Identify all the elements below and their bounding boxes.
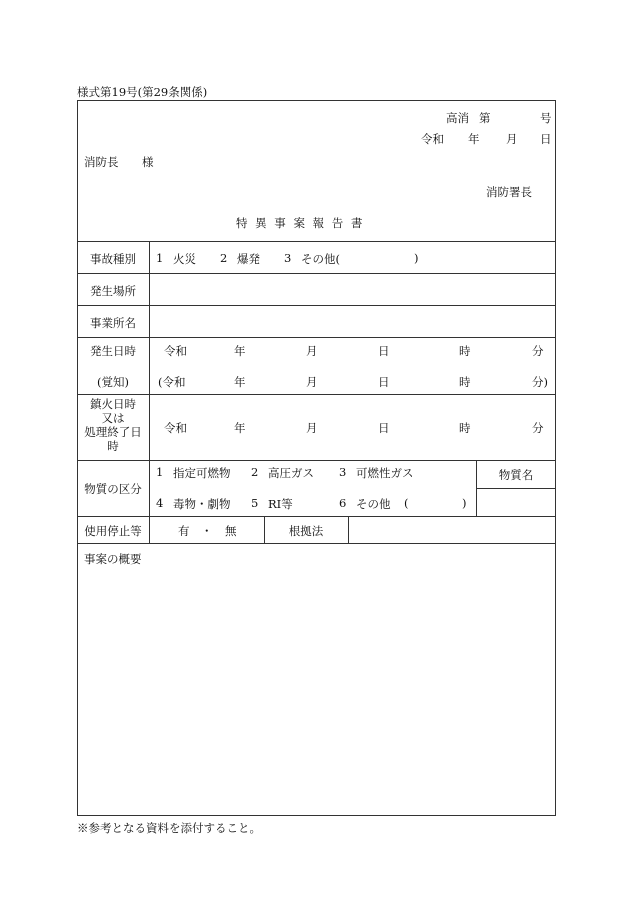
occurrence-day: 日 xyxy=(378,344,390,358)
extinguish-label-line4: 時 xyxy=(107,439,119,453)
substance-high-pressure-gas: 高圧ガス xyxy=(268,466,314,480)
substance-name-label: 物質名 xyxy=(498,468,534,482)
date-year: 年 xyxy=(468,132,480,146)
row-divider xyxy=(77,543,556,544)
accident-type-opt2-no: 2 xyxy=(220,251,228,265)
extinguish-label xyxy=(77,397,149,453)
extinguish-month: 月 xyxy=(306,421,318,435)
ref-prefix: 高消 xyxy=(446,111,469,125)
awareness-hour: 時 xyxy=(459,375,471,389)
awareness-minute: 分) xyxy=(532,375,548,389)
label-column-divider xyxy=(149,241,150,543)
extinguish-label-line1: 鎮火日時 xyxy=(90,397,136,411)
basis-law-label: 根拠法 xyxy=(288,524,324,538)
substance-other-close: ) xyxy=(462,496,467,510)
substance-ri: RI等 xyxy=(268,497,293,511)
awareness-era: (令和 xyxy=(158,375,186,389)
extinguish-minute: 分 xyxy=(532,421,544,435)
addressee-honorific: 様 xyxy=(142,155,154,169)
suspension-dot: ・ xyxy=(201,524,213,538)
substance-flammable-gas: 可燃性ガス xyxy=(356,466,414,480)
accident-type-other: その他( xyxy=(301,252,340,266)
accident-type-opt1-no: 1 xyxy=(156,251,164,265)
date-day: 日 xyxy=(540,132,552,146)
addressee: 消防長 xyxy=(84,155,119,169)
suspension-label: 使用停止等 xyxy=(84,524,142,538)
substance-o6-no: 6 xyxy=(339,496,347,510)
substance-o1-no: 1 xyxy=(156,465,164,479)
substance-o3-no: 3 xyxy=(339,465,347,479)
awareness-label: (覚知) xyxy=(97,375,129,389)
occurrence-hour: 時 xyxy=(459,344,471,358)
substance-label: 物質の区分 xyxy=(84,482,142,496)
business-name-label: 事業所名 xyxy=(90,316,136,330)
ref-dai: 第 xyxy=(479,111,491,125)
substance-o4-no: 4 xyxy=(156,496,164,510)
sender: 消防署長 xyxy=(486,185,532,199)
extinguish-year: 年 xyxy=(234,421,246,435)
substance-designated-combustible: 指定可燃物 xyxy=(173,466,231,480)
occurrence-minute: 分 xyxy=(532,344,544,358)
suspension-no: 無 xyxy=(225,524,237,538)
extinguish-label-line2: 又は xyxy=(101,411,125,425)
accident-type-explosion: 爆発 xyxy=(237,252,260,266)
substance-o5-no: 5 xyxy=(251,496,259,510)
accident-type-other-close: ) xyxy=(414,251,419,265)
date-month: 月 xyxy=(506,132,518,146)
substance-poisonous: 毒物・劇物 xyxy=(173,497,231,511)
occurrence-month: 月 xyxy=(306,344,318,358)
occurrence-year: 年 xyxy=(234,344,246,358)
substance-other: その他 xyxy=(356,497,391,511)
substance-other-open: ( xyxy=(404,496,409,510)
accident-type-opt3-no: 3 xyxy=(284,251,292,265)
footnote: ※参考となる資料を添付すること。 xyxy=(77,821,261,835)
ref-go: 号 xyxy=(540,111,552,125)
date-era: 令和 xyxy=(421,132,444,146)
substance-o2-no: 2 xyxy=(251,465,259,479)
accident-type-fire: 火災 xyxy=(173,252,196,266)
substance-name-divider xyxy=(476,488,556,489)
extinguish-label-line3: 処理終了日 xyxy=(84,425,142,439)
summary-label: 事案の概要 xyxy=(84,552,142,566)
basis-divider xyxy=(348,516,349,543)
document-title: 特 異 事 案 報 告 書 xyxy=(236,216,365,230)
occurrence-label: 発生日時 xyxy=(90,344,136,358)
extinguish-era: 令和 xyxy=(164,421,187,435)
form-number: 様式第19号(第29条関係) xyxy=(77,85,208,99)
extinguish-hour: 時 xyxy=(459,421,471,435)
occurrence-era: 令和 xyxy=(164,344,187,358)
awareness-day: 日 xyxy=(378,375,390,389)
extinguish-day: 日 xyxy=(378,421,390,435)
awareness-year: 年 xyxy=(234,375,246,389)
location-label: 発生場所 xyxy=(90,284,136,298)
accident-type-label: 事故種別 xyxy=(90,252,136,266)
awareness-month: 月 xyxy=(306,375,318,389)
suspension-yes: 有 xyxy=(178,524,190,538)
